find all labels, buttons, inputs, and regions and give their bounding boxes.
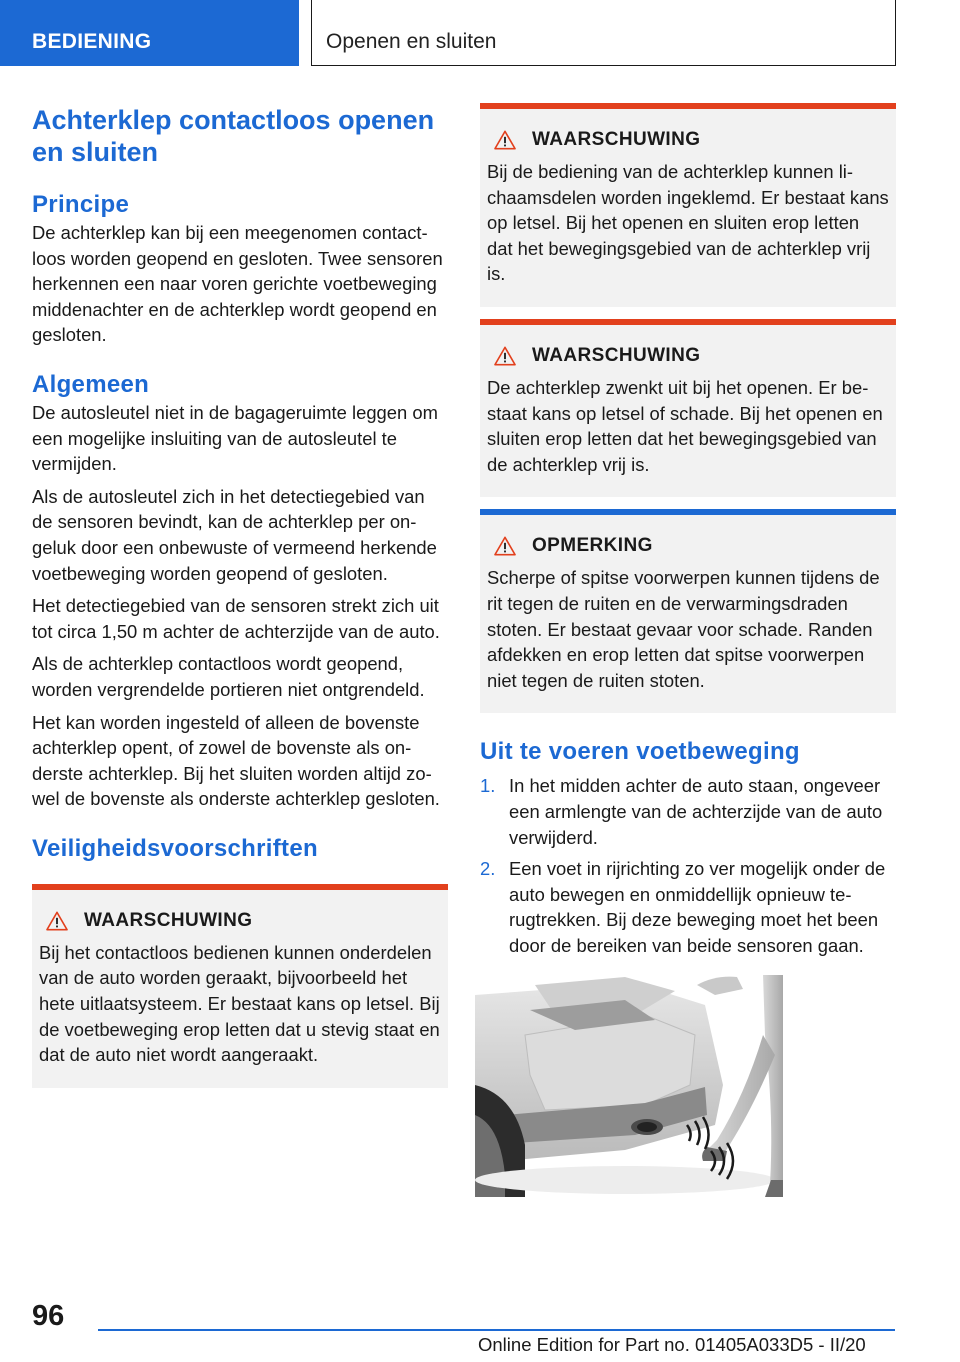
chapter-title: Openen en sluiten [326,30,497,53]
chapter-box [311,0,896,66]
list-item [480,773,896,850]
step-number: 2. [480,858,496,880]
car-rear-image [475,975,783,1197]
general-paragraph: De autosleutel niet in de bagageruimte leggen om een mogelijke insluiting van de autosleutel te vermijden. [32,401,438,475]
general-paragraph: Als de achterklep contactloos wordt geopend, worden vergrendelde portieren niet ontgrendeld. [32,653,425,700]
left-column [32,100,448,1088]
foot-movement-illustration [475,975,783,1197]
step-text: In het midden achter de auto staan, ongeveer een armlengte van de achterzijde van de auto verwijderd. [509,775,883,848]
footer-divider [98,1329,895,1331]
heading-safety: Veiligheidsvoorschriften [32,834,318,862]
safety-warning-box [32,884,448,1088]
general-paragraph: Als de autosleutel zich in het detectiegebied van de sensoren bevindt, kan de achterklep per ongeluk door een onbewuste of vermeend herkende voetbeweging worden geopend of gesloten. [32,485,437,584]
notice-text: Scherpe of spitse voorwerpen kunnen tijdens de rit tegen de ruiten en de verwarmingsdraden stoten. Er bestaat gevaar voor schade. Randen afdekken en erop letten dat spitse voorwerpen niet tegen de ruiten stoten. [487,567,880,691]
warning-triangle-icon [494,130,516,150]
notice-header [46,908,441,934]
notice-text: De achterklep zwenkt uit bij het openen. Er bestaat kans op letsel of schade. Bij het openen en sluiten erop letten dat het bewegingsgebied van de achterklep vrij is. [487,376,883,475]
page-number: 96 [32,1300,65,1332]
notice-title: WAARSCHUWING [532,129,701,150]
general-paragraph: Het detectiegebied van de sensoren strekt zich uit tot circa 1,50 m achter de achterzijde van de auto. [32,595,440,642]
steps-list [480,773,896,958]
warning-triangle-icon [494,346,516,366]
principle-text: De achterklep kan bij een meegenomen contactloos worden geopend en gesloten. Twee sensoren herkennen een naar voren gerichte voetbeweging middenachter en de achterklep wordt geopend en gesloten. [32,222,443,346]
page-title: Achterklep contactloos openen en sluiten [32,105,435,167]
notice-text: Bij de bediening van de achterklep kunnen lichaamsdelen worden ingeklemd. Er bestaat kans op letsel. Bij het openen en sluiten erop letten dat het bewegingsgebied van de achterklep vrij is. [487,161,889,285]
notice-title: WAARSCHUWING [84,909,253,931]
warning-triangle-icon [494,536,516,556]
right-column [480,103,896,964]
notice-title: WAARSCHUWING [532,344,701,366]
note-box [480,509,896,713]
section-tab: BEDIENING [0,0,299,66]
heading-principle: Principe [32,191,130,218]
heading-general: Algemeen [32,370,150,398]
page-header [0,0,960,66]
warning-box-1 [480,103,896,307]
notice-title: OPMERKING [532,535,653,557]
step-text: Een voet in rijrichting zo ver mogelijk onder de auto bewegen en onmiddellijk opnieuw terugtrekken. Bij deze beweging moet het been door de bereiken van beide sensoren gaan. [509,858,886,956]
notice-text: Bij het contactloos bedienen kunnen onderdelen van de auto worden geraakt, bijvoorbeeld het hete uitlaatsysteem. Er bestaat kans op letsel. Bij de voetbeweging erop letten dat u stevig staat en dat de auto niet wordt aangeraakt. [39,941,440,1066]
notice-header [494,127,889,153]
step-number: 1. [480,775,496,797]
edition-text: Online Edition for Part no. 01405A033D5 - II/20 [478,1334,866,1355]
general-paragraph: Het kan worden ingesteld of alleen de bovenste achterklep opent, of zowel de bovenste als onderste achterklep. Bij het sluiten worden altijd zowel de bovenste als onderste achterklep gesloten. [32,711,440,810]
notice-header [494,533,889,559]
warning-box-2 [480,319,896,497]
notice-header [494,343,889,369]
warning-triangle-icon [46,911,68,931]
heading-foot-movement: Uit te voeren voetbeweging [480,738,800,766]
list-item [480,856,896,958]
